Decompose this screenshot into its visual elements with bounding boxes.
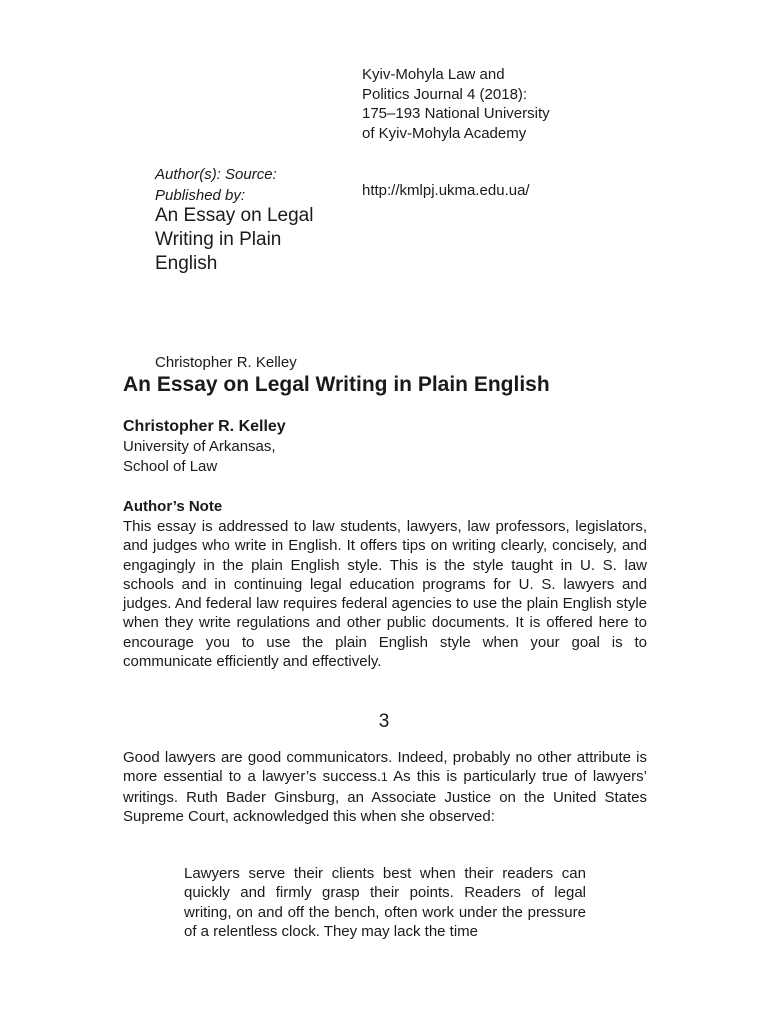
- affiliation-line: School of Law: [123, 457, 218, 475]
- body-paragraph: [123, 748, 647, 826]
- body-text: As this is particularly true of lawyers’ writings. Ruth Bader Ginsburg, an Associate Justice on the United States Supreme Court, acknowledged this when she observed:: [123, 768, 647, 825]
- journal-citation-line: 175–193 National University: [362, 105, 550, 122]
- journal-url-link[interactable]: http://kmlpj.ukma.edu.ua/: [362, 182, 530, 199]
- cover-title-line: English: [155, 253, 218, 274]
- article-title: An Essay on Legal Writing in Plain English: [123, 373, 550, 396]
- cover-author: Christopher R. Kelley: [155, 354, 297, 371]
- author-note-heading: Author’s Note: [123, 498, 223, 515]
- cover-title: [155, 204, 355, 276]
- author-source-label: Author(s): Source:: [155, 166, 277, 183]
- published-by-label: Published by:: [155, 187, 246, 204]
- footnote-reference[interactable]: 1: [381, 770, 388, 785]
- journal-citation: [362, 65, 602, 143]
- cover-meta-labels: [155, 164, 345, 206]
- journal-citation-line: of Kyiv-Mohyla Academy: [362, 124, 527, 142]
- journal-citation-line: Kyiv-Mohyla Law and: [362, 66, 505, 83]
- cover-title-line: Writing in Plain: [155, 229, 282, 250]
- page-number: 3: [378, 711, 390, 732]
- cover-title-line: An Essay on Legal: [155, 205, 314, 226]
- body-text: Good lawyers are good communicators. Indeed, probably no other attribute is more essential to a lawyer’s success.: [123, 749, 647, 786]
- journal-citation-line: Politics Journal 4 (2018):: [362, 85, 528, 103]
- author-note-paragraph: This essay is addressed to law students, lawyers, law professors, legislators, and judges who write in English. It offers tips on writing clearly, concisely, and engagingly in the plain English style. This is the style taught in U. S. law schools and in continuing legal education programs for U. S. lawyers and judges. And federal law requires federal agencies to use the plain English style when they write regulations and other public documents. It is offered here to encourage you to use the plain English style when your goal is to communicate efficiently and effectively.: [123, 518, 647, 671]
- affiliation-line: University of Arkansas,: [123, 438, 276, 455]
- author-affiliation: [123, 437, 423, 476]
- block-quote: Lawyers serve their clients best when their readers can quickly and firmly grasp their points. Readers of legal writing, on and off the bench, often work under the pressure of a relentless clock. They may lack the time: [184, 865, 586, 940]
- author-name: Christopher R. Kelley: [123, 418, 286, 435]
